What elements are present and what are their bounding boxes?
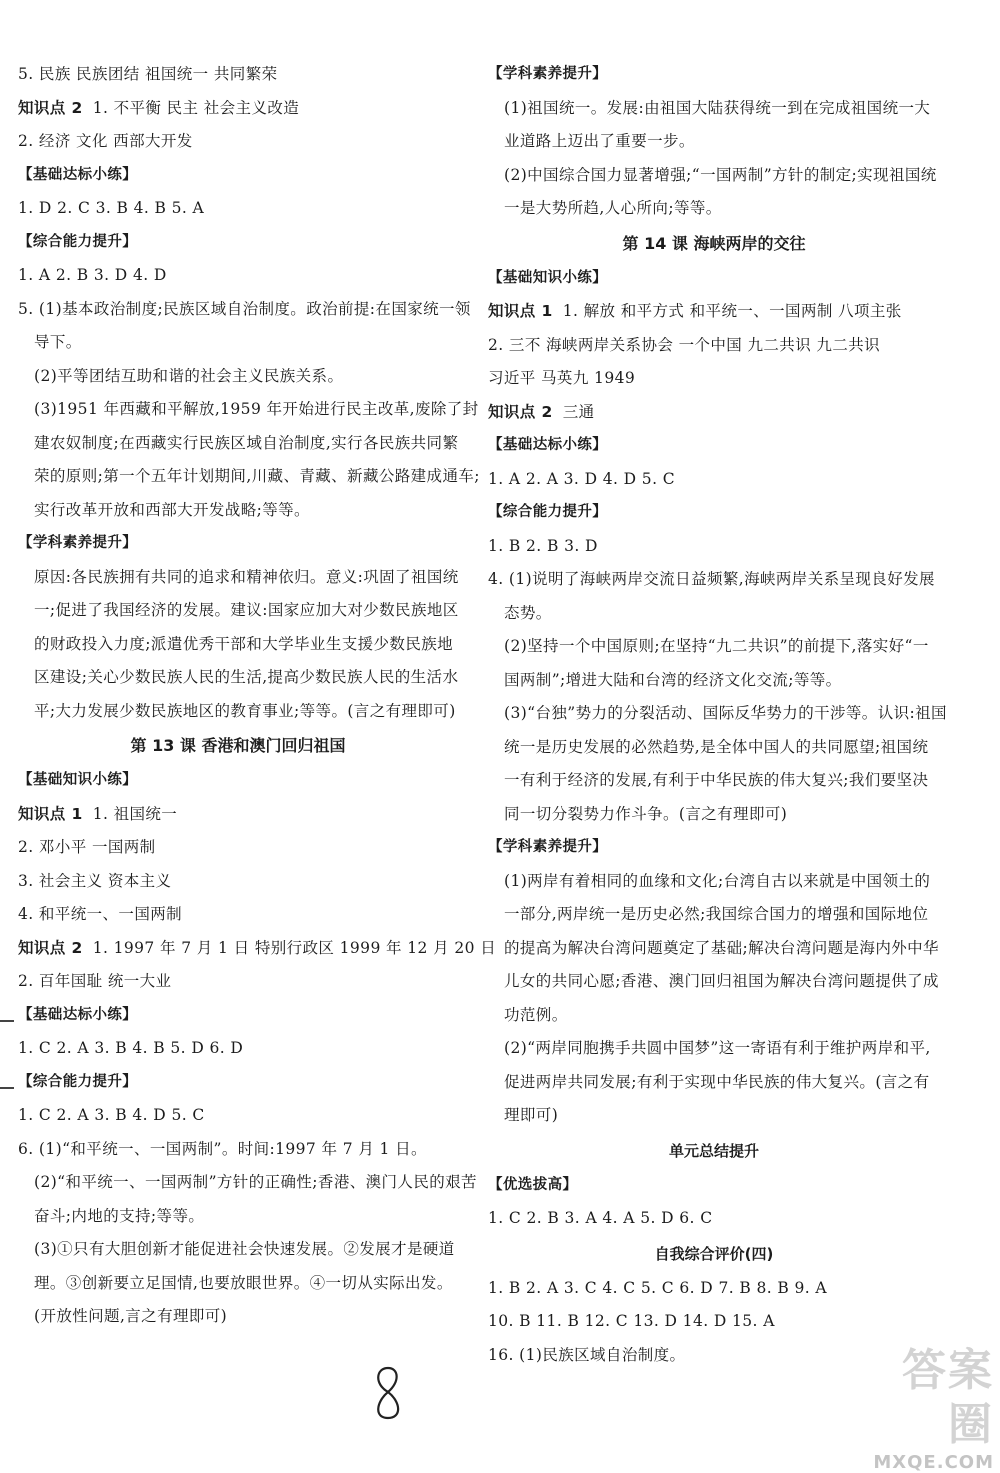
answer-line: 16. (1)民族区域自治制度。 <box>488 1345 686 1364</box>
answer-line: 国两制”;增进大陆和台湾的经济文化交流;等等。 <box>504 670 842 689</box>
answer-line: (开放性问题,言之有理即可) <box>34 1307 228 1325</box>
section-heading: 【基础达标小练】 <box>488 437 608 453</box>
answer-line: 功范例。 <box>504 1005 568 1024</box>
margin-mark <box>0 1020 14 1022</box>
knowledge-point-label: 知识点 1 <box>18 804 83 823</box>
answer-line: 一有利于经济的发展,有利于中华民族的伟大复兴;我们要坚决 <box>504 771 929 789</box>
knowledge-point-label: 知识点 2 <box>488 402 553 421</box>
answer-line: 5. 民族 民族团结 祖国统一 共同繁荣 <box>18 65 278 83</box>
knowledge-point-label: 知识点 1 <box>488 302 553 320</box>
answer-line: 2. 三不 海峡两岸关系协会 一个中国 九二共识 九二共识 <box>488 335 881 354</box>
assessment-title: 自我综合评价(四) <box>654 1244 774 1263</box>
answer-line: 统一是历史发展的必然趋势,是全体中国人的共同愿望;祖国统 <box>504 737 929 756</box>
answer-line: 1. A 2. B 3. D 4. D <box>18 266 167 284</box>
handwritten-page-number <box>368 1362 408 1424</box>
answer-text: 1. 解放 和平方式 和平统一、一国两制 八项主张 <box>562 302 902 320</box>
answer-line: 原因:各民族拥有共同的追求和精神依归。意义:巩固了祖国统 <box>34 567 459 586</box>
answer-line: (2)“和平统一、一国两制”方针的正确性;香港、澳门人民的艰苦 <box>34 1173 477 1191</box>
watermark <box>864 1344 994 1473</box>
answer-line: 实行改革开放和西部大开发战略;等等。 <box>34 500 310 519</box>
answer-line: 业道路上迈出了重要一步。 <box>504 132 695 150</box>
answer-line: 荣的原则;第一个五年计划期间,川藏、青藏、新藏公路建成通车; <box>34 467 480 485</box>
answer-line: (2)平等团结互助和谐的社会主义民族关系。 <box>34 366 344 385</box>
margin-mark <box>0 1087 14 1089</box>
answer-line: (1)祖国统一。发展:由祖国大陆获得统一到在完成祖国统一大 <box>504 98 931 117</box>
lesson-title: 第 14 课 海峡两岸的交往 <box>622 233 806 253</box>
answer-line: 的财政投入力度;派遣优秀干部和大学毕业生支援少数民族地 <box>34 634 454 653</box>
answer-line: 1. A 2. A 3. D 4. D 5. C <box>488 469 675 488</box>
watermark-logo: 答案圈 <box>902 1345 994 1450</box>
knowledge-point-label: 知识点 2 <box>18 98 83 117</box>
answer-line: 态势。 <box>504 603 552 622</box>
section-heading: 【基础知识小练】 <box>488 269 608 286</box>
answer-text: 1. 不平衡 民主 社会主义改造 <box>92 98 300 117</box>
left-column <box>18 58 497 1334</box>
section-heading: 【学科素养提升】 <box>18 535 138 551</box>
answer-line: 一;促进了我国经济的发展。建议:国家应加大对少数民族地区 <box>34 601 459 619</box>
answer-line: 一是大势所趋,人心所向;等等。 <box>504 199 722 217</box>
answer-line: 奋斗;内地的支持;等等。 <box>34 1206 205 1225</box>
answer-line: (2)“两岸同胞携手共圆中国梦”这一寄语有利于维护两岸和平, <box>504 1039 931 1057</box>
section-heading: 【基础知识小练】 <box>18 772 138 788</box>
page-number <box>368 1362 408 1424</box>
answer-line: 一部分,两岸统一是历史必然;我国综合国力的增强和国际地位 <box>504 905 929 923</box>
answer-line: (2)坚持一个中国原则;在坚持“九二共识”的前提下,落实好“一 <box>504 637 929 655</box>
answer-line: 习近平 马英九 1949 <box>488 369 636 387</box>
answer-line: 理即可) <box>504 1106 559 1124</box>
watermark-url: MXQE.COM <box>873 1452 994 1473</box>
lesson-title: 第 13 课 香港和澳门回归祖国 <box>130 736 346 755</box>
answer-line <box>18 92 458 126</box>
answer-line: 1. C 2. A 3. B 4. D 5. C <box>18 1106 205 1124</box>
section-heading: 【基础达标小练】 <box>18 166 138 183</box>
answer-line: 1. B 2. A 3. C 4. C 5. C 6. D 7. B 8. B 9. A <box>488 1278 828 1297</box>
section-heading: 【基础达标小练】 <box>18 1006 138 1023</box>
answer-text: 三通 <box>562 402 595 421</box>
answer-line: 1. B 2. B 3. D <box>488 536 598 555</box>
answer-line: 儿女的共同心愿;香港、澳门回归祖国为解决台湾问题提供了成 <box>504 972 939 990</box>
answer-line: 2. 邓小平 一国两制 <box>18 838 156 856</box>
answer-line: (3)①只有大胆创新才能促进社会快速发展。②发展才是硬道 <box>34 1240 455 1258</box>
answer-line: 3. 社会主义 资本主义 <box>18 871 172 890</box>
answer-line: 1. D 2. C 3. B 4. B 5. A <box>18 199 205 217</box>
answer-line: 导下。 <box>34 333 82 351</box>
section-heading: 【学科素养提升】 <box>488 839 608 855</box>
section-heading: 【优选拔高】 <box>488 1176 578 1193</box>
section-heading: 【综合能力提升】 <box>488 504 608 520</box>
answer-line: (1)两岸有着相同的血缘和文化;台湾自古以来就是中国领土的 <box>504 871 931 890</box>
answer-line: 理。③创新要立足国情,也要放眼世界。④一切从实际出发。 <box>34 1273 453 1292</box>
answer-text: 1. 祖国统一 <box>92 804 178 823</box>
answer-line <box>488 396 940 430</box>
answer-line: 促进两岸共同发展;有利于实现中华民族的伟大复兴。(言之有 <box>504 1072 930 1091</box>
knowledge-point-label: 知识点 2 <box>18 938 83 957</box>
right-column <box>488 58 947 1372</box>
answer-line: 5. (1)基本政治制度;民族区域自治制度。政治前提:在国家统一领 <box>18 299 471 318</box>
answer-line: 区建设;关心少数民族人民的生活,提高少数民族人民的生活水 <box>34 668 459 686</box>
answer-line: 建农奴制度;在西藏实行民族区域自治制度,实行各民族共同繁 <box>34 433 459 452</box>
answer-line: 1. C 2. A 3. B 4. B 5. D 6. D <box>18 1039 244 1057</box>
answer-line: 10. B 11. B 12. C 13. D 14. D 15. A <box>488 1312 775 1330</box>
answer-line: (3)“台独”势力的分裂活动、国际反华势力的干涉等。认识:祖国 <box>504 704 947 722</box>
section-heading: 【综合能力提升】 <box>18 233 138 250</box>
answer-line: 的提高为解决台湾问题奠定了基础;解决台湾问题是海内外中华 <box>504 938 939 957</box>
answer-line: (3)1951 年西藏和平解放,1959 年开始进行民主改革,废除了封 <box>34 400 479 418</box>
unit-title: 单元总结提升 <box>668 1141 759 1160</box>
section-heading: 【学科素养提升】 <box>488 66 608 82</box>
answer-line: 2. 百年国耻 统一大业 <box>18 972 172 990</box>
answer-line <box>488 295 940 329</box>
answer-line: 同一切分裂势力作斗争。(言之有理即可) <box>504 804 788 823</box>
answer-line <box>18 798 458 832</box>
answer-text: 1. 1997 年 7 月 1 日 特别行政区 1999 年 12 月 20 日 <box>92 938 497 957</box>
answer-line: 6. (1)“和平统一、一国两制”。时间:1997 年 7 月 1 日。 <box>18 1139 427 1158</box>
answer-line: 平;大力发展少数民族地区的教育事业;等等。(言之有理即可) <box>34 701 456 720</box>
answer-line: 4. (1)说明了海峡两岸交流日益频繁,海峡两岸关系呈现良好发展 <box>488 570 935 588</box>
answer-line <box>18 932 497 966</box>
answer-line: 4. 和平统一、一国两制 <box>18 905 183 923</box>
section-heading: 【综合能力提升】 <box>18 1073 138 1090</box>
answer-line: 1. C 2. B 3. A 4. A 5. D 6. C <box>488 1209 713 1227</box>
answer-line: 2. 经济 文化 西部大开发 <box>18 132 193 150</box>
answer-line: (2)中国综合国力显著增强;“一国两制”方针的制定;实现祖国统 <box>504 165 937 184</box>
